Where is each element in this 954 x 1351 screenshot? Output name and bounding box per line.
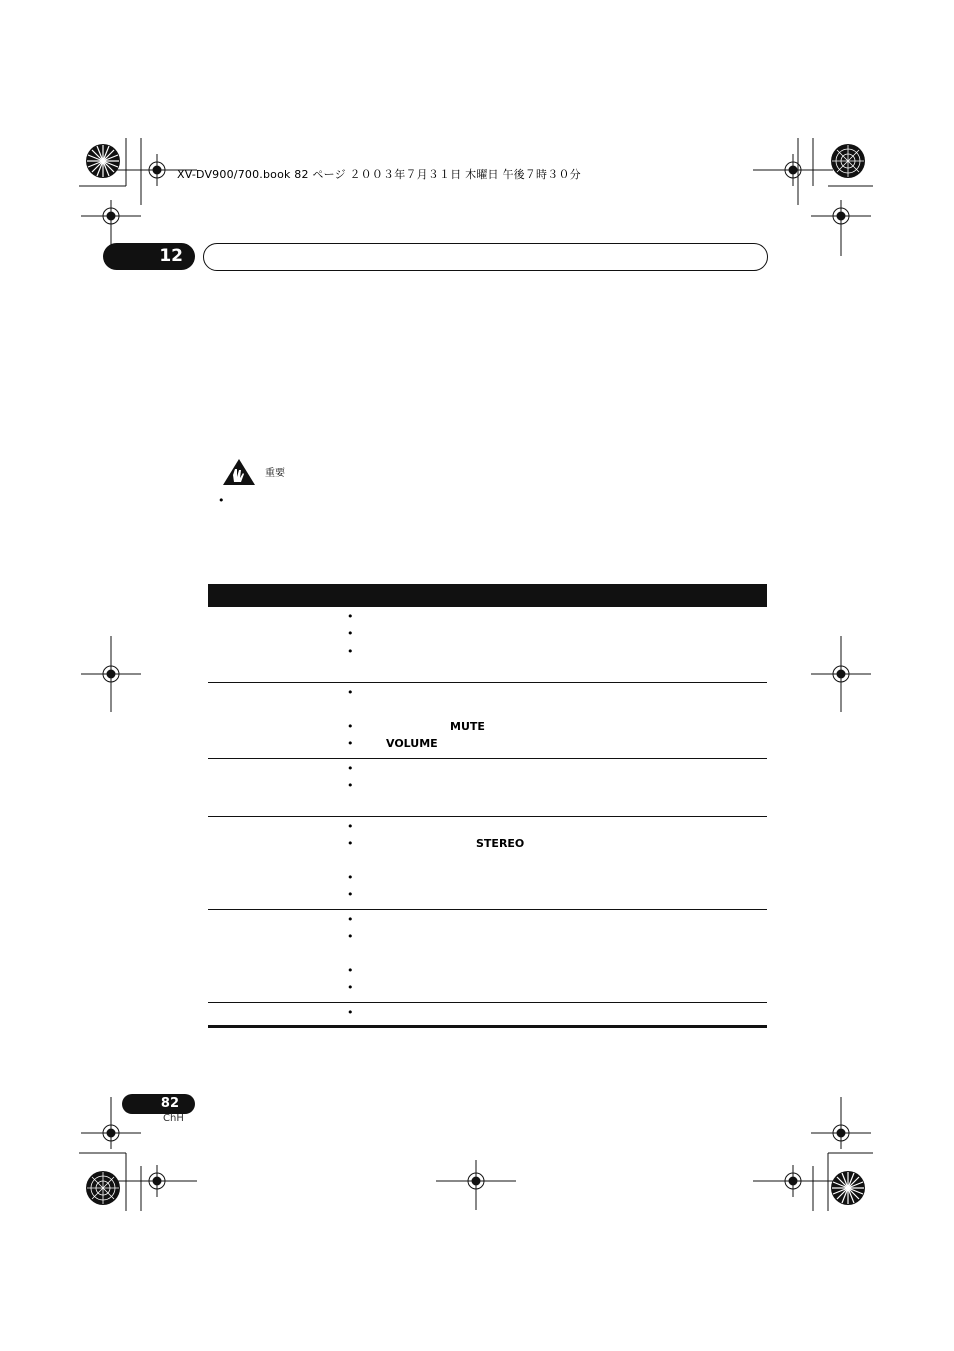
list-item-bullet: • xyxy=(347,820,354,833)
chapter-title-frame xyxy=(203,243,768,271)
table-row-divider xyxy=(208,1002,767,1003)
list-item-bullet: • xyxy=(347,610,354,623)
language-code: ChH xyxy=(163,1113,184,1124)
table-header-bar xyxy=(208,584,767,607)
list-item-bullet: • xyxy=(347,871,354,884)
list-item-bullet: • xyxy=(347,1006,354,1019)
list-item-bullet: • xyxy=(347,930,354,943)
table-row-divider xyxy=(208,682,767,683)
table-bottom-rule xyxy=(208,1025,767,1028)
list-item-bullet: • xyxy=(347,686,354,699)
list-item-bullet: • xyxy=(347,888,354,901)
list-item-bullet: • xyxy=(347,964,354,977)
chapter-number-badge: 12 xyxy=(103,243,195,270)
important-label: 重要 xyxy=(265,468,285,479)
list-item-bullet: • xyxy=(347,981,354,994)
book-info-line: XV-DV900/700.book 82 ページ ２００３年７月３１日 木曜日 午後７時３０分 xyxy=(177,168,581,181)
warning-hand-icon xyxy=(222,458,256,486)
table-row-divider xyxy=(208,816,767,817)
table-row-divider xyxy=(208,758,767,759)
list-item-bullet: • xyxy=(347,762,354,775)
list-item-bullet: • xyxy=(347,779,354,792)
volume-keyword: VOLUME xyxy=(386,737,438,750)
page-number-badge: 82 xyxy=(122,1094,195,1114)
list-item-bullet: • xyxy=(347,627,354,640)
list-item-bullet: • xyxy=(347,737,354,750)
list-item-bullet: • xyxy=(347,645,354,658)
mute-keyword: MUTE xyxy=(450,720,485,733)
list-item-bullet: • xyxy=(347,913,354,926)
important-bullet: • xyxy=(218,494,225,507)
list-item-bullet: • xyxy=(347,720,354,733)
list-item-bullet: • xyxy=(347,837,354,850)
table-row-divider xyxy=(208,909,767,910)
stereo-keyword: STEREO xyxy=(476,837,525,850)
